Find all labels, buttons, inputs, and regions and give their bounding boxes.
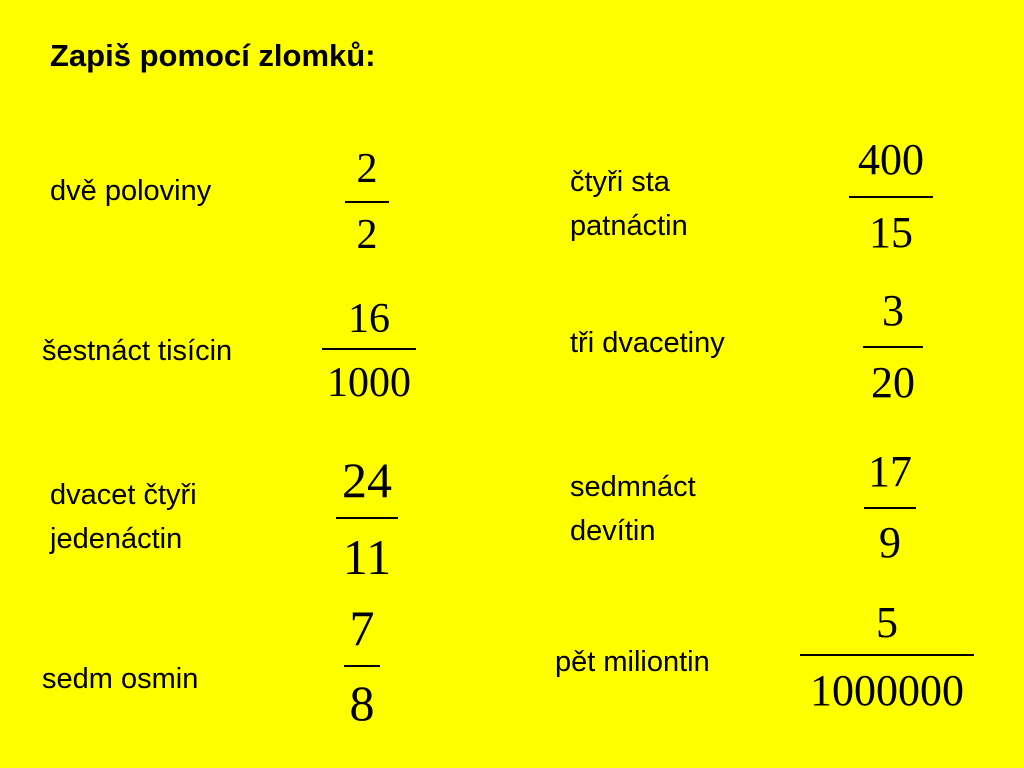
- item-label: [50, 473, 197, 561]
- fraction-bar: [344, 665, 380, 667]
- item-label-line: pět miliontin: [555, 646, 710, 678]
- fraction-numerator: 2: [356, 146, 378, 192]
- fraction: [345, 148, 389, 256]
- item-label-line: dvě poloviny: [50, 175, 212, 207]
- fraction: [849, 135, 933, 260]
- item-label: [570, 321, 725, 365]
- item-label: [42, 329, 232, 373]
- fraction-bar: [849, 196, 933, 198]
- fraction-numerator: 24: [342, 452, 392, 508]
- item-label-line: jedenáctin: [50, 523, 183, 555]
- fraction: [322, 298, 416, 408]
- fraction: [864, 447, 916, 568]
- fraction-denominator: 15: [869, 208, 913, 257]
- fraction: [344, 600, 380, 731]
- item-label-line: tři dvacetiny: [570, 327, 725, 359]
- fraction-bar: [322, 348, 416, 350]
- item-label: [555, 640, 710, 684]
- fraction-bar: [345, 201, 389, 203]
- fraction-numerator: 17: [868, 447, 912, 496]
- item-label: [50, 169, 211, 213]
- item-label-line: dvacet čtyři: [50, 479, 197, 511]
- item-label: [570, 160, 688, 248]
- fraction-numerator: 7: [349, 600, 375, 656]
- fraction-bar: [800, 654, 974, 656]
- fraction: [336, 452, 398, 585]
- fraction-denominator: 1000000: [810, 666, 964, 715]
- fraction-denominator: 11: [342, 529, 392, 585]
- item-label-line: čtyři sta: [570, 166, 670, 198]
- item-label-line: sedmnáct: [570, 471, 696, 503]
- fraction: [800, 598, 974, 721]
- fraction-denominator: 2: [356, 212, 378, 258]
- item-label: [570, 465, 696, 553]
- fraction-bar: [864, 507, 916, 509]
- fraction-denominator: 20: [871, 358, 915, 407]
- fraction-denominator: 1000: [327, 360, 411, 406]
- page-title: Zapiš pomocí zlomků:: [50, 38, 376, 73]
- fraction-numerator: 5: [876, 598, 898, 647]
- fraction-bar: [863, 346, 923, 348]
- item-label: [42, 657, 198, 701]
- fraction-numerator: 3: [882, 286, 904, 335]
- item-label-line: šestnáct tisícin: [42, 335, 233, 367]
- item-label-line: patnáctin: [570, 210, 688, 242]
- item-label-line: sedm osmin: [42, 663, 199, 695]
- fraction-denominator: 9: [879, 518, 901, 567]
- fraction-numerator: 16: [348, 296, 390, 342]
- fraction-numerator: 400: [858, 135, 924, 184]
- fraction: [863, 286, 923, 411]
- fraction-bar: [336, 517, 398, 519]
- fraction-denominator: 8: [349, 675, 375, 731]
- item-label-line: devítin: [570, 515, 656, 547]
